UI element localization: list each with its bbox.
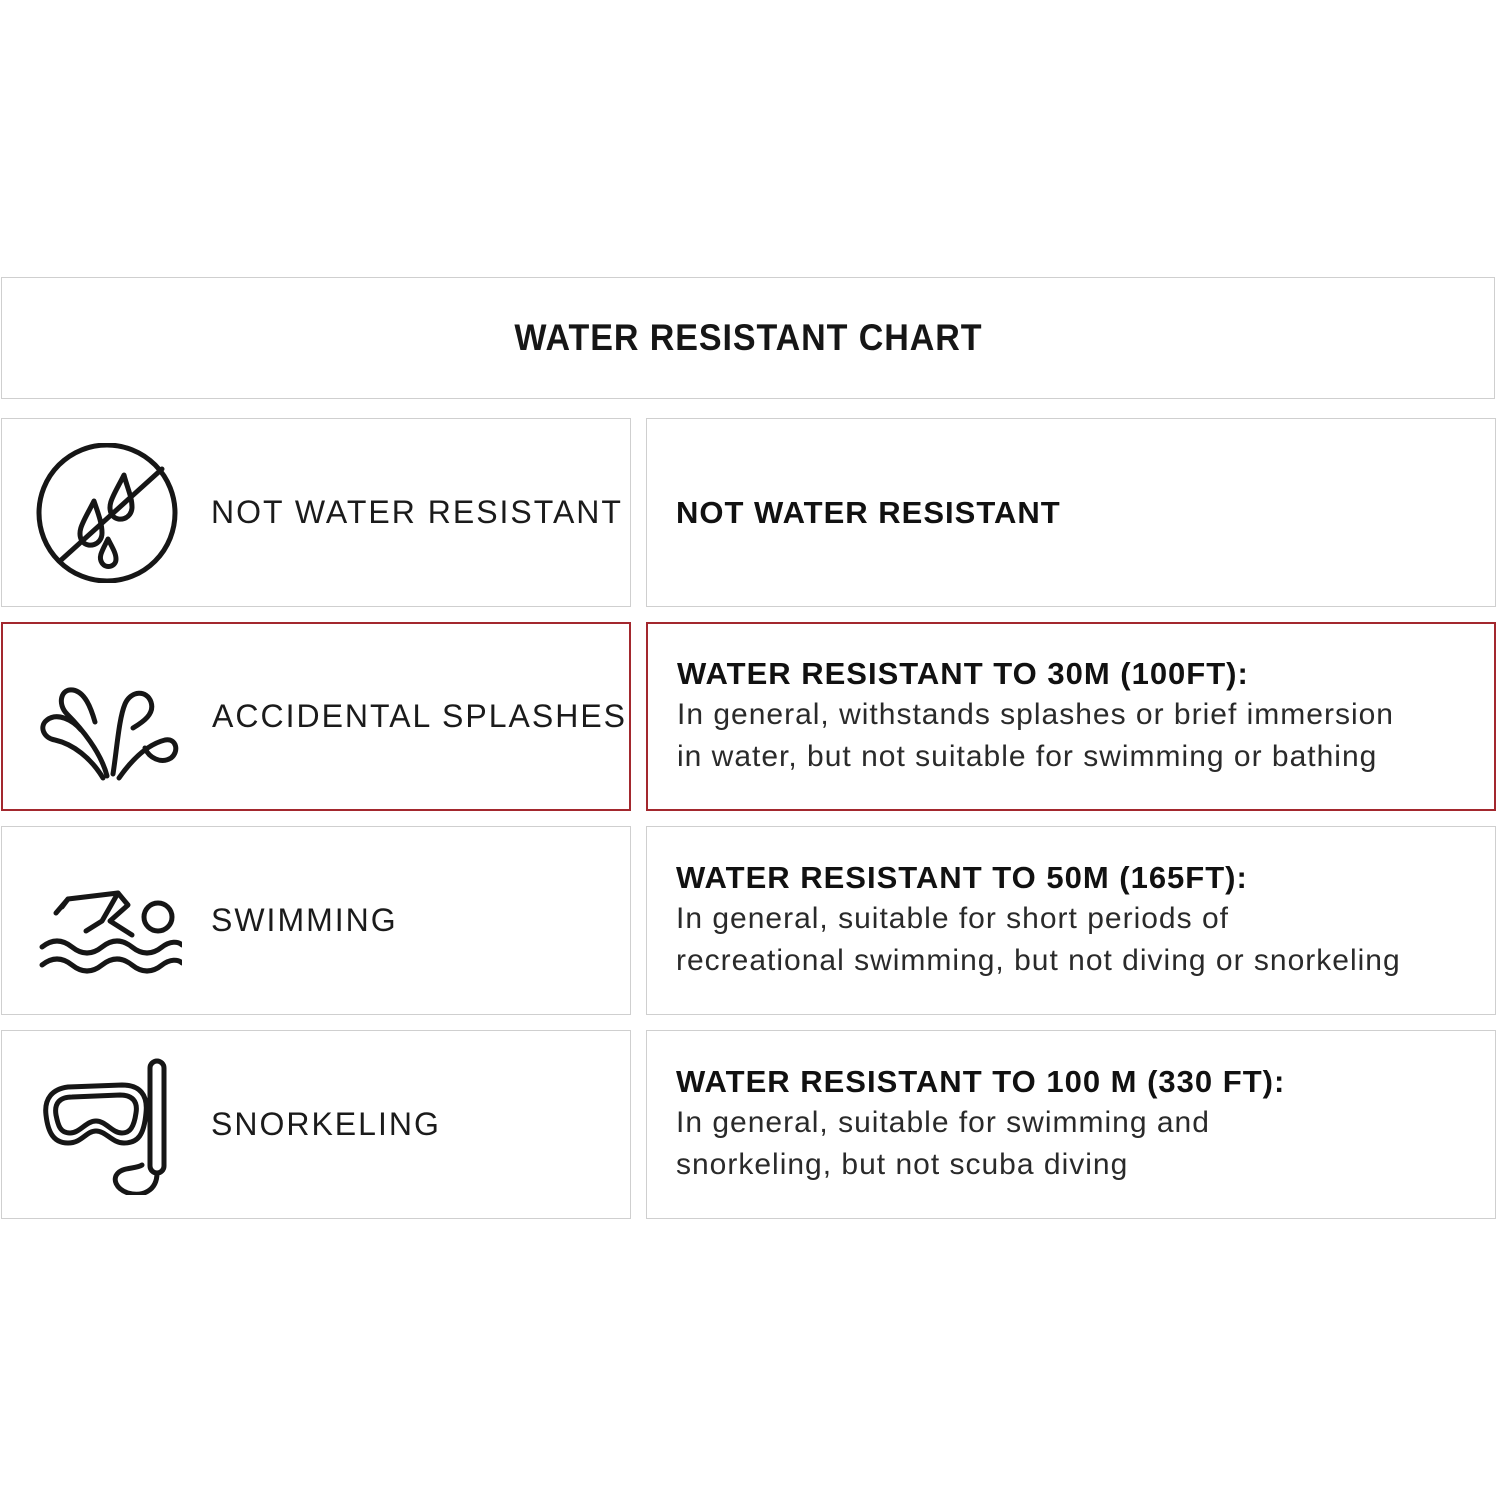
rating-description-not-water-resistant (646, 418, 1496, 607)
rating-heading: WATER RESISTANT TO 50M (165FT): (676, 859, 1248, 895)
rating-label: NOT WATER RESISTANT (211, 494, 623, 530)
rating-description-snorkeling (646, 1030, 1496, 1219)
chart-title-box (1, 277, 1495, 399)
rating-description-line-1: In general, withstands splashes or brief immersion (677, 697, 1394, 731)
rating-label: SNORKELING (211, 1106, 441, 1142)
rating-row-snorkeling (1, 1030, 631, 1219)
rating-description-swimming (646, 826, 1496, 1015)
rating-description-line-1: In general, suitable for short periods of (676, 901, 1229, 935)
rating-description-line-1: In general, suitable for swimming and (676, 1105, 1210, 1139)
rating-description-line-2: recreational swimming, but not diving or snorkeling (676, 943, 1401, 977)
rating-label: SWIMMING (211, 902, 398, 938)
rating-label: ACCIDENTAL SPLASHES (212, 698, 627, 734)
rating-row-accidental-splashes (1, 622, 631, 811)
splash-icon (33, 648, 183, 788)
snorkel-mask-icon (32, 1055, 182, 1195)
rating-row-not-water-resistant (1, 418, 631, 607)
rating-heading: NOT WATER RESISTANT (676, 494, 1061, 530)
swimmer-icon (32, 851, 182, 991)
rating-heading: WATER RESISTANT TO 30M (100FT): (677, 655, 1249, 691)
rating-description-accidental-splashes (646, 622, 1496, 811)
chart-title: WATER RESISTANT CHART (513, 317, 983, 358)
rating-row-swimming (1, 826, 631, 1015)
rating-description-line-2: snorkeling, but not scuba diving (676, 1147, 1129, 1181)
rating-heading: WATER RESISTANT TO 100 M (330 FT): (676, 1063, 1286, 1099)
rating-description-line-2: in water, but not suitable for swimming or bathing (677, 739, 1378, 773)
no-water-drops-icon (32, 443, 182, 583)
